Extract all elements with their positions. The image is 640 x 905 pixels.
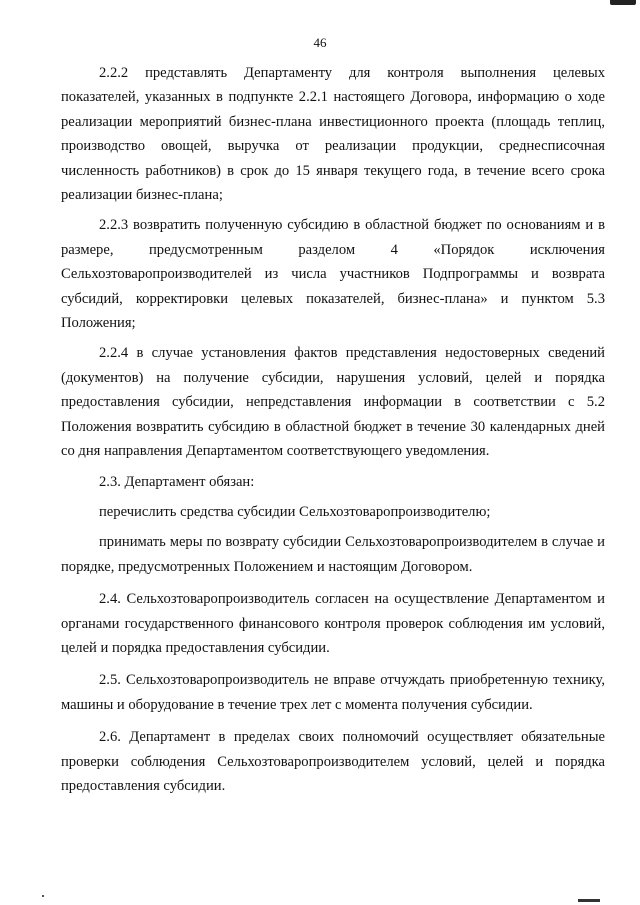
paragraph-2-5: 2.5. Сельхозтоваропроизводитель не вправе отчуждать приобретенную технику, машины и оборудование в течение трех лет с момента получения субсидии. (61, 672, 605, 713)
paragraph-2-4: 2.4. Сельхозтоваропроизводитель согласен на осуществление Департаментом и органами государственного финансового контроля проверок соблюдения им условий, целей и порядка предоставления субсидии. (61, 591, 605, 656)
paragraph-2-2-2: 2.2.2 представлять Департаменту для контроля выполнения целевых показателей, указанных в подпункте 2.2.1 настоящего Договора, информацию о ходе реализации мероприятий бизнес-плана инвестиционного проекта (площадь теплиц, производство овощей, выручка от реализации продукции, среднесписочная численность работников) в срок до 15 января текущего года, в течение всего срока реализации бизнес-плана; (61, 65, 605, 204)
paragraph-2-3-item-1: перечислить средства субсидии Сельхозтоваропроизводителю; (99, 503, 491, 520)
paragraph-2-2-4: 2.2.4 в случае установления фактов представления недостоверных сведений (документов) на получение субсидии, нарушения условий, целей и порядка предоставления субсидии, непредставления информации в соответствии с 5.2 Положения возвратить субсидию в областной бюджет в течение 30 календарных дней со дня направления Департаментом соответствующего уведомления. (61, 345, 605, 460)
scan-corner-mark-top (610, 0, 636, 5)
paragraph-2-3: 2.3. Департамент обязан: (99, 473, 255, 490)
scan-speck (42, 895, 44, 897)
page-number: 46 (313, 35, 327, 50)
document-body (61, 61, 605, 804)
paragraph-2-6: 2.6. Департамент в пределах своих полномочий осуществляет обязательные проверки соблюдения Сельхозтоваропроизводителем условий, целей и порядка предоставления субсидии. (61, 729, 605, 794)
paragraph-2-3-item-2: принимать меры по возврату субсидии Сельхозтоваропроизводителем в случае и порядке, предусмотренных Положением и настоящим Договором. (61, 534, 605, 575)
paragraph-2-2-3: 2.2.3 возвратить полученную субсидию в областной бюджет по основаниям и в размере, предусмотренным разделом 4 «Порядок исключения Сельхозтоваропроизводителей из числа участников Подпрограммы и возврата субсидий, корректировки целевых показателей, бизнес-плана» и пунктом 5.3 Положения; (61, 217, 605, 332)
scan-corner-mark-bottom (578, 899, 600, 902)
